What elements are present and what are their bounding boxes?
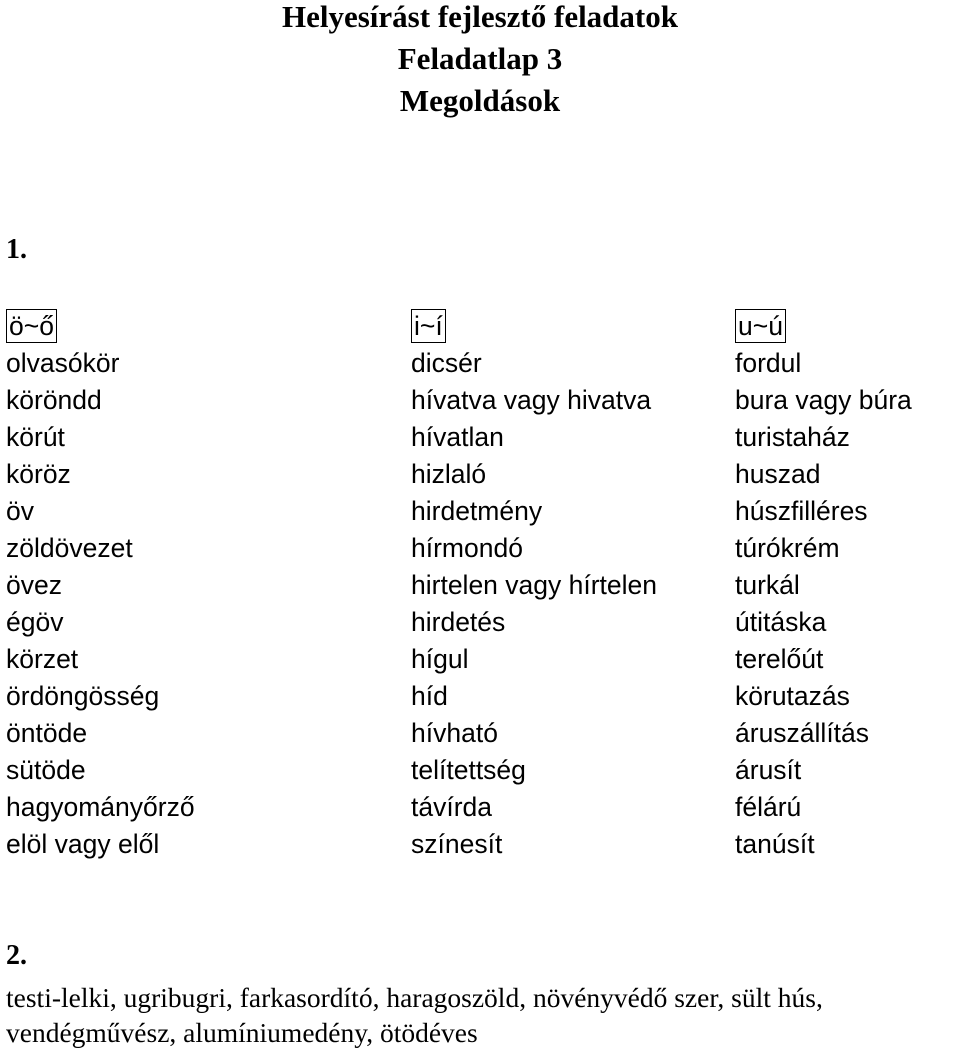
word-item: színesít: [411, 829, 503, 859]
column-u-items: [735, 345, 912, 863]
word-item: égöv: [6, 607, 64, 637]
word-item: olvasókör: [6, 348, 120, 378]
word-item: körzet: [6, 644, 79, 674]
word-item: árusít: [735, 755, 802, 785]
exercise-2-number: 2.: [6, 940, 27, 971]
word-item: sütöde: [6, 755, 86, 785]
word-item: övez: [6, 570, 62, 600]
column-header-i: i~í: [411, 309, 446, 343]
word-item: hagyományőrző: [6, 792, 195, 822]
title-line-2: Feladatlap 3: [397, 41, 563, 76]
word-item: turistaház: [735, 422, 850, 452]
word-item: bura vagy búra: [735, 385, 912, 415]
word-item: huszad: [735, 459, 821, 489]
word-item: hirdetés: [411, 607, 506, 637]
word-item: hívatva vagy hivatva: [411, 385, 652, 415]
title-line-1: Helyesírást fejlesztő feladatok: [282, 0, 678, 34]
word-item: köröndd: [6, 385, 102, 415]
word-item: öntöde: [6, 718, 88, 748]
word-item: hívatlan: [411, 422, 504, 452]
word-item: hígul: [411, 644, 469, 674]
exercise-2-line-2: vendégművész, alumíniumedény, ötödéves: [6, 1017, 478, 1048]
word-item: terelőút: [735, 644, 824, 674]
column-i: [411, 308, 657, 863]
exercise-2-line-1: testi-lelki, ugribugri, farkasordító, haragoszöld, növényvédő szer, sült hús,: [6, 982, 823, 1013]
word-item: hirtelen vagy hírtelen: [411, 570, 658, 600]
page-title: [0, 0, 960, 122]
column-i-items: [411, 345, 657, 863]
word-item: túrókrém: [735, 533, 840, 563]
word-item: turkál: [735, 570, 800, 600]
word-item: körutazás: [735, 681, 850, 711]
word-item: körút: [6, 422, 65, 452]
exercise-1-number: 1.: [6, 234, 27, 265]
word-item: fordul: [735, 348, 802, 378]
word-item: dicsér: [411, 348, 482, 378]
title-line-3: Megoldások: [399, 83, 561, 118]
column-u: [735, 308, 912, 863]
word-item: áruszállítás: [735, 718, 870, 748]
word-item: tanúsít: [735, 829, 815, 859]
column-header-u: u~ú: [735, 309, 786, 343]
word-item: hívható: [411, 718, 498, 748]
word-item: öv: [6, 496, 34, 526]
word-item: köröz: [6, 459, 71, 489]
column-o-items: [6, 345, 195, 863]
word-item: híd: [411, 681, 448, 711]
word-item: ördöngösség: [6, 681, 160, 711]
exercise-2-text: [6, 980, 960, 1050]
word-item: hizlaló: [411, 459, 487, 489]
word-item: távírda: [411, 792, 493, 822]
word-item: telítettség: [411, 755, 526, 785]
word-item: zöldövezet: [6, 533, 133, 563]
column-o: [6, 308, 195, 863]
column-header-o: ö~ő: [6, 309, 57, 343]
word-item: félárú: [735, 792, 802, 822]
word-item: elöl vagy elől: [6, 829, 160, 859]
word-item: húszfilléres: [735, 496, 868, 526]
word-item: hirdetmény: [411, 496, 543, 526]
word-item: útitáska: [735, 607, 827, 637]
word-item: hírmondó: [411, 533, 523, 563]
